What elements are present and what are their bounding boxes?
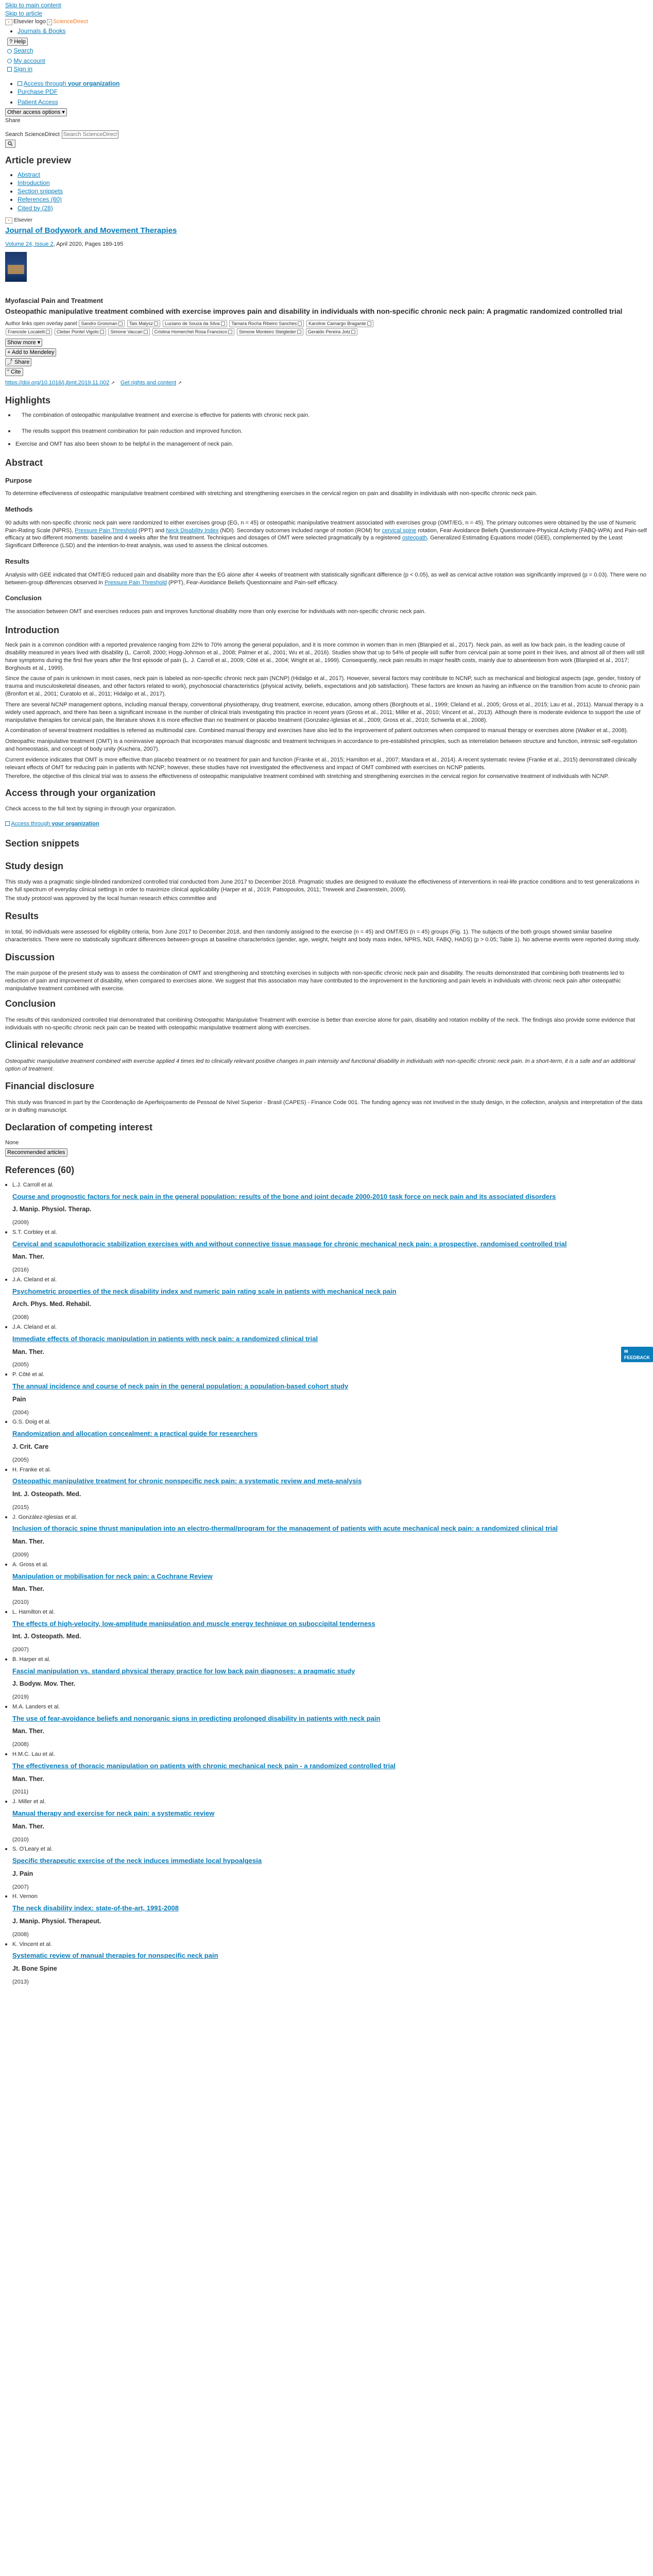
reference-item — [12, 1275, 648, 1321]
access-through-org-link[interactable] — [24, 80, 120, 87]
reference-authors: • J.A. Cleland et al. — [12, 1277, 57, 1283]
external-link-icon: ↗ — [178, 380, 182, 385]
methods-heading: Methods — [5, 505, 33, 514]
study-design-text: This study was a pragmatic single-blinded randomized controlled trial conducted from June 2017 to December 2018. Pragmatic studies are designed to evaluate the effectiveness of interventions in real-life practice conditions and to test generalizations in the full spectrum of everyday clinical settings in order to maximize clinical applicability (Harper et al., 2019; Patsopoulos, 2011; Treweek and Zwarenstein, 2009). — [5, 879, 640, 893]
pressure-pain-threshold-link[interactable]: Pressure Pain Threshold — [105, 579, 167, 586]
reference-authors: • S. O'Leary et al. — [12, 1846, 53, 1853]
elsevier-publisher-logo-icon[interactable]: ▪ — [5, 217, 12, 224]
methods-text-c: (NDI). Secondary outcomes included range of motion (ROM) for — [218, 527, 382, 534]
reference-item — [12, 1513, 648, 1559]
reference-journal: Int. J. Osteopath. Med. — [12, 1633, 81, 1640]
reference-year: (2019) — [12, 1694, 29, 1701]
methods-text-d: rotation, Fear-Avoidance Beliefs Questionnaire-Physical Activity (FABQ-WPA) and Pain-self efficacy at two different moments: baseline and 4 weeks after the first treatment. Techniques and dosages of OMT were selected pragmatically by a registered — [5, 527, 647, 541]
reference-title-link[interactable]: Immediate effects of thoracic manipulation in patients with neck pain: a randomized clinical trial — [12, 1335, 318, 1343]
reference-year: (2013) — [12, 1978, 29, 1985]
search-input[interactable] — [62, 130, 118, 139]
reference-authors: • S.T. Corbley et al. — [12, 1229, 57, 1235]
reference-year: (2015) — [12, 1504, 29, 1511]
author-name: Geraldo Pereira Jotz — [307, 329, 351, 334]
methods-text-a: 90 adults with non-specific chronic neck pain were randomized to either exercises group (EG, n = 45) or osteopathic manipulative treatment associated with exercises group (OMT/EG, n = 45). The primary outcomes were obtained by the use of Numeric Pain-Rating Scale (NPRS), — [5, 519, 637, 534]
reference-authors: • M.A. Landers et al. — [12, 1704, 60, 1710]
section-snippets-heading: Section snippets — [5, 838, 80, 849]
outline-item-abstract[interactable]: Abstract — [18, 171, 41, 178]
your-org-label: your organization — [51, 820, 99, 827]
reference-year: (2007) — [12, 1647, 29, 1653]
intro-paragraph: Neck pain is a common condition with a reported prevalence ranging from 22% to 70% among the general population, and it is more common in women than in men (Blanpied et al., 2017). Neck pain, as well as low back pain, is the leading cause of disability measured in years lived with disability (L. Carroll, 2000; Hogg-Johnson et al., 2008; Palmer et al., 2001; Wu et al., 2016). Studies show that up to 54% of people will suffer from cervical pain at some point in their lives, and almost all of them will still have symptoms during the first five years after the first episode of pain (L. J. Carroll et al., 2009; Côté et al., 2004; Wright et al., 1999). Consequently, neck pain results in major health costs, mainly due to absenteeism from work (Blanpied et al., 2017; Borghouts et al., 1999). — [5, 642, 645, 671]
author-profile-icon — [367, 321, 371, 326]
reference-journal: Jt. Bone Spine — [12, 1964, 57, 1972]
search-label: Search ScienceDirect — [5, 131, 60, 138]
reference-item — [12, 1892, 648, 1938]
chevron-down-icon: ▾ — [62, 109, 65, 115]
volume-issue-link[interactable]: Volume 24, Issue 2 — [5, 241, 54, 247]
sign-in-link[interactable]: Sign in — [13, 65, 33, 73]
journal-cover-image[interactable] — [5, 252, 27, 282]
snippet-results-text: In total, 90 individuals were assessed for eligibility criteria, from June 2017 to December 2018, and then randomly assigned to the exercise (n = 45) and OMT/EG (n = 45) groups (Fig. 1). The subjects of the both groups showed similar baseline characteristics. There were no statistically significant differences between-groups at baseline characteristics (gender, age, weight, height and body mass index, NPRS, NDI, FABQ, HADS) (p > 0.05; Table 1). No adverse events were reported during study. — [5, 928, 640, 943]
reference-journal: J. Crit. Care — [12, 1443, 49, 1450]
author-name: Tais Malysz — [129, 320, 153, 326]
conclusion-heading: Conclusion — [5, 594, 42, 602]
intro-paragraph: Therefore, the objective of this clinical trial was to assess the effectiveness of osteopathic manipulative treatment combined with stretching and strengthening exercises in the cervical region for conservative treatment of individuals with NCNP. — [5, 773, 609, 779]
intro-paragraph: There are several NCNP management options, including manual therapy, conventional physiotherapy, drug treatment, exercise, education, among others (Borghouts et al., 1999; Cleland et al., 2005; Gross et al., 2015; Lau et al., 2011). Manual therapy is a widely used approach, and there has been a significant increase in the number of clinical trials investigating this practice in recent years (Gross et al., 2011; Miller et al., 2010; Vincent et al., 2013). Although there is moderate evidence to support the use of manipulative therapies for cervical pain, the literature shows it is more effective than no treatment or placebo treatment (Gonzalez-Iglesias et al., 2009; Gross et al., 2010; Schwerla et al., 2008). — [5, 701, 644, 723]
institution-access-icon — [18, 81, 22, 86]
reference-authors: • G.S. Doig et al. — [12, 1419, 51, 1426]
reference-year: (2009) — [12, 1219, 29, 1226]
author-name: Karoline Camargo Bragante — [308, 320, 366, 326]
study-design-heading: Study design — [5, 860, 64, 871]
snippet-conclusion-text: The results of this randomized controlled trial demonstrated that combining Osteopathic Manipulative Treatment with exercise is better than exercise alone for pain, disability and rotation mobility of the neck. The findings also provide some evidence that individuals with no-specific chronic neck pain can be treated with osteopathic manipulative treatment along with exercises. — [5, 1016, 635, 1031]
reference-year: (2008) — [12, 1931, 29, 1938]
intro-paragraph: Osteopathic manipulative treatment (OMT) is a noninvasive approach that incorporates manual diagnostic and treatment techniques in accordance to pre-established principles, such as interrelation between structure and function, intrinsic self-regulation and homeostasis, and concept of body unity (Kuchera, 2007). — [5, 738, 638, 753]
reference-title-link[interactable]: The neck disability index: state-of-the-art, 1991-2008 — [12, 1904, 179, 1912]
add-mendeley-label: Add to Mendeley — [11, 349, 55, 355]
author-chip[interactable] — [229, 320, 304, 327]
reference-item — [12, 1417, 648, 1464]
study-design-text-2: The study protocol was approved by the local human research ethics committee and — [5, 895, 217, 902]
reference-year: (2005) — [12, 1362, 29, 1368]
reference-item — [12, 1180, 648, 1227]
patient-access-link[interactable]: Patient Access — [18, 98, 58, 106]
access-through-label: Access through — [11, 820, 52, 827]
neck-disability-index-link[interactable]: Neck Disability Index — [166, 527, 219, 534]
discussion-text: The main purpose of the present study was to assess the combination of OMT and strengthening and stretching exercises in subjects with non-specific chronic neck pain and disability. The results demonstrated that combining both treatments led to reduction of pain and improvement of disability, when compared to exercises alone. We suggest that this association may have contributed to the improvement in the functioning and pain levels in individuals with chronic neck pain after osteopathic manipulative treatment combined with exercise. — [5, 970, 625, 992]
author-profile-icon — [351, 330, 355, 334]
issue-info: , April 2020, Pages 189-195 — [53, 241, 124, 247]
reference-year: (2016) — [12, 1267, 29, 1274]
reference-journal: Pain — [12, 1395, 26, 1403]
author-profile-icon — [297, 330, 301, 334]
highlights-list — [5, 411, 648, 448]
access-text: Check access to the full text by signing in through your organization. — [5, 805, 177, 812]
reference-item — [12, 1655, 648, 1701]
reference-journal: Man. Ther. — [12, 1253, 44, 1261]
author-name: Tamara Rocha Ribeiro Sanches — [231, 320, 297, 326]
other-access-label: Other access options — [7, 109, 61, 115]
methods-text-e: . Generalized Estimating Equations model (GEE), complemented by the Least Significant Difference (LSD) and the intention-to-treat analysis, was used to assess the clinical outcomes. — [5, 535, 623, 549]
snippet-conclusion-heading: Conclusion — [5, 998, 56, 1009]
reference-journal: Man. Ther. — [12, 1775, 44, 1783]
cite-label: Cite — [10, 368, 21, 375]
rights-content-link[interactable]: Get rights and content — [120, 379, 177, 386]
author-name: Simone Vaccari — [110, 329, 143, 334]
cite-button[interactable] — [5, 368, 23, 376]
feedback-label: FEEDBACK — [624, 1355, 650, 1361]
reference-title-link[interactable]: Fascial manipulation vs. standard physical therapy practice for low back pain diagnoses: a pragmatic study — [12, 1667, 355, 1675]
reference-item — [12, 1323, 648, 1369]
reference-year: (2008) — [12, 1314, 29, 1321]
outline-list — [5, 171, 648, 212]
reference-title-link[interactable]: Systematic review of manual therapies for nonspecific neck pain — [12, 1952, 218, 1960]
my-account-link[interactable]: My account — [13, 57, 45, 64]
reference-year: (2009) — [12, 1551, 29, 1558]
reference-year: (2005) — [12, 1456, 29, 1463]
reference-year: (2010) — [12, 1836, 29, 1843]
share-text: Share — [5, 117, 21, 124]
account-icon — [7, 59, 12, 63]
author-profile-icon — [46, 330, 50, 334]
competing-interest-text: None — [5, 1139, 19, 1146]
author-chip[interactable] — [6, 328, 52, 335]
access-through-org-link-body[interactable] — [11, 821, 99, 827]
author-list — [5, 319, 648, 336]
reference-authors: • J. González-Iglesias et al. — [12, 1514, 77, 1520]
reference-authors: • B. Harper et al. — [12, 1656, 50, 1663]
highlight-item: • The combination of osteopathic manipulative treatment and exercise is effective for patients with chronic neck pain. — [22, 412, 310, 418]
author-profile-icon — [228, 330, 232, 334]
reference-item — [12, 1228, 648, 1274]
feedback-icon: ✉ — [624, 1349, 628, 1354]
journals-books-link[interactable]: Journals & Books — [18, 27, 66, 35]
author-profile-icon — [144, 330, 148, 334]
reference-title-link[interactable]: Specific therapeutic exercise of the neck induces immediate local hypoalgesia — [12, 1857, 262, 1865]
reference-authors: • H. Franke et al. — [12, 1466, 51, 1473]
mendeley-icon: + — [7, 349, 11, 355]
reference-journal: J. Manip. Physiol. Therap. — [12, 1206, 92, 1213]
reference-journal: J. Manip. Physiol. Therapeut. — [12, 1917, 101, 1925]
references-heading: References (60) — [5, 1164, 75, 1175]
reference-year: (2007) — [12, 1884, 29, 1890]
methods-text-b: (PPT) and — [136, 527, 166, 534]
results-heading: Results — [5, 557, 29, 566]
purpose-text: To determine effectiveness of osteopathic manipulative treatment combined with stretching and strengthening exercises in the cervical region on pain and disability in individuals with non-specific chronic neck pain. — [5, 490, 538, 497]
article-title: Osteopathic manipulative treatment combined with exercise improves pain and disability in individuals with non-specific chronic neck pain: A pragmatic randomized controlled trial — [5, 307, 623, 315]
other-access-options-button[interactable] — [5, 108, 67, 116]
reference-year: (2004) — [12, 1409, 29, 1416]
intro-paragraph: Current evidence indicates that OMT is more effective than placebo treatment or no treatment for pain and function (Franke et al., 2015; Hamilton et al., 2007; Mandara et al., 2014). A recent systematic review (Franke et al., 2015) demonstrated clinically relevant effects of OMT for reducing pain in patients with NCNP; however, these studies have not investigated the effectiveness and impact of OMT combined with exercises on NCNP patients. — [5, 757, 637, 771]
add-to-mendeley-button[interactable] — [5, 348, 56, 357]
financial-disclosure-heading: Financial disclosure — [5, 1081, 95, 1092]
reference-item — [12, 1702, 648, 1749]
clinical-relevance-heading: Clinical relevance — [5, 1040, 84, 1050]
reference-authors: • L. Hamilton et al. — [12, 1608, 55, 1615]
reference-title-link[interactable]: The use of fear-avoidance beliefs and nonorganic signs in predicting prolonged disability in patients with neck pain — [12, 1714, 381, 1722]
sciencedirect-logo-label: ScienceDirect — [53, 19, 88, 25]
cervical-spine-link[interactable]: cervical spine — [382, 527, 417, 534]
access-heading: Access through your organization — [5, 787, 156, 798]
introduction-heading: Introduction — [5, 624, 59, 635]
author-profile-icon — [100, 330, 104, 334]
highlight-item: • The results support this treatment combination for pain reduction and improved function. — [22, 428, 243, 434]
reference-title-link[interactable]: The effects of high-velocity, low-amplitude manipulation and muscle energy technique on suboccipital tenderness — [12, 1619, 375, 1628]
clinical-relevance-text: Osteopathic manipulative treatment combined with exercise applied 4 times led to clinically relevant positive changes in pain intensity and functional disability in individuals with non-specific chronic neck pain. In a short-term, it is a safe and an additional option of treatment. — [5, 1058, 635, 1072]
author-links-intro: Author links open overlay panel — [5, 320, 77, 327]
author-chip[interactable] — [108, 328, 149, 335]
access-through-label: Access through — [23, 79, 68, 87]
financial-disclosure-text: This study was financed in part by the Coordenação de Aperfeiçoamento de Pessoal de Nível Superior - Brasil (CAPES) - Finance Code 001. The funding agency was not involved in the study design, in the collection, analysis and interpretation of the data or in drafting manuscript. — [5, 1099, 643, 1113]
reference-journal: Man. Ther. — [12, 1727, 44, 1735]
intro-paragraph: A combination of several treatment modalities is referred as multimodal care. Combined manual therapy and exercises have also led to the improvement of patient outcomes when compared to manual therapy or exercises alone (Walker et al., 2008). — [5, 727, 628, 734]
author-name: Francisle Locatelli — [8, 329, 45, 334]
institution-icon — [7, 67, 12, 72]
author-profile-icon — [154, 321, 158, 326]
show-more-label: Show more — [7, 339, 36, 346]
help-button[interactable] — [7, 38, 28, 46]
skip-to-main-link[interactable]: Skip to main content — [5, 2, 61, 9]
results-text — [5, 571, 648, 587]
reference-authors: • P. Côté et al. — [12, 1371, 45, 1378]
author-name: Simone Monteiro Steigleder — [238, 329, 297, 334]
help-label: Help — [14, 39, 26, 45]
skip-to-article-link[interactable]: Skip to article — [5, 10, 43, 18]
reference-year: (2008) — [12, 1741, 29, 1748]
author-profile-icon — [221, 321, 225, 326]
reference-title-link[interactable]: Psychometric properties of the neck disability index and numeric pain rating scale in patients with mechanical neck pain — [12, 1287, 397, 1295]
snippet-results-heading: Results — [5, 910, 39, 921]
reference-title-link[interactable]: Manual therapy and exercise for neck pain: a systematic review — [12, 1809, 215, 1818]
institution-access-icon — [5, 821, 10, 826]
article-category: Myofascial Pain and Treatment — [5, 297, 104, 305]
reference-item — [12, 1560, 648, 1606]
quote-icon: " — [7, 368, 9, 375]
reference-item — [12, 1797, 648, 1843]
elsevier-logo-label: Elsevier logo — [13, 19, 46, 25]
outline-item-introduction[interactable]: Introduction — [18, 179, 50, 187]
osteopath-link[interactable]: osteopath — [402, 535, 427, 541]
outline-item-cited-by[interactable]: Cited by (28) — [18, 204, 53, 212]
reference-journal: Man. Ther. — [12, 1585, 44, 1593]
results-text-a: Analysis with GEE indicated that OMT/EG reduced pain and disability more than the EG alone after 4 weeks of treatment with statistically significant difference (p < 0.05), as well as cervical active rotation was significantly improved (p = 0.03). There were no between-group differences observed in — [5, 571, 647, 586]
intro-paragraph: Since the cause of pain is unknown in most cases, neck pain is labeled as non-specific chronic neck pain (NCNP) (Hidalgo et al., 2017). However, several factors may contribute to NCNP, such as mechanical and biological aspects (age, gender, history of trauma and musculoskeletal diseases, and other factors related to work), psychosocial characteristics (physical activity, beliefs, expectations and job satisfaction). These factors are known as having an influence on the transition from acute to chronic pain (Bronfort et al., 2001; Curatolo et al., 2011; Hidalgo et al., 2017). — [5, 675, 641, 698]
article-preview-heading: Article preview — [5, 155, 72, 165]
reference-title-link[interactable]: The annual incidence and course of neck pain in the general population: a population-based cohort study — [12, 1382, 349, 1391]
reference-title-link[interactable]: The effectiveness of thoracic manipulation on patients with chronic mechanical neck pain - a randomized controlled trial — [12, 1762, 396, 1770]
reference-item — [12, 1465, 648, 1512]
discussion-heading: Discussion — [5, 952, 55, 962]
reference-authors: • H.M.C. Lau et al. — [12, 1751, 55, 1758]
author-chip[interactable] — [152, 328, 235, 335]
purchase-pdf-link[interactable]: Purchase PDF — [18, 88, 58, 96]
author-chip[interactable] — [55, 328, 106, 335]
sciencedirect-logo-icon[interactable]: ▪ — [47, 19, 52, 25]
reference-year: (2011) — [12, 1789, 28, 1795]
author-name: Luciano de Souza da Silva — [164, 320, 220, 326]
publisher-label: Elsevier — [14, 217, 32, 223]
highlight-item: • Exercise and OMT has also been shown to be helpful in the management of neck pain. — [15, 440, 233, 447]
outline-item-references[interactable]: References (60) — [18, 196, 62, 204]
author-chip[interactable] — [163, 320, 227, 327]
show-more-button[interactable] — [5, 338, 42, 347]
search-nav-link[interactable]: Search — [13, 47, 33, 55]
reference-authors: • L.J. Carroll et al. — [12, 1181, 54, 1188]
recommended-articles-button[interactable]: Recommended articles — [5, 1148, 67, 1157]
reference-journal: Int. J. Osteopath. Med. — [12, 1490, 81, 1498]
reference-title-link[interactable]: Cervical and scapulothoracic stabilization exercises with and without connective tissue massage for chronic mechanical neck pain: a prospective, randomised controlled trial — [12, 1240, 567, 1248]
author-profile-icon — [298, 321, 302, 326]
reference-title-link[interactable]: Manipulation or mobilisation for neck pain: a Cochrane Review — [12, 1572, 213, 1580]
share-button[interactable] — [5, 358, 31, 366]
chevron-down-icon: ▾ — [37, 339, 41, 346]
author-chip[interactable] — [79, 320, 125, 327]
share-label: Share — [14, 359, 30, 365]
author-name: Cleber Pontel Vigolo — [56, 329, 99, 334]
competing-interest-heading: Declaration of competing interest — [5, 1122, 153, 1133]
reference-item — [12, 1844, 648, 1891]
doi-link[interactable]: https://doi.org/10.1016/j.jbmt.2019.11.002 — [5, 379, 110, 386]
reference-journal: Man. Ther. — [12, 1538, 44, 1545]
abstract-heading: Abstract — [5, 457, 43, 468]
reference-title-link[interactable]: Inclusion of thoracic spine thrust manipulation into an electro-thermal/program for the management of patients with acute mechanical neck pain: a randomized clinical trial — [12, 1524, 558, 1533]
search-submit-button[interactable] — [5, 140, 15, 148]
search-nav-icon[interactable] — [7, 49, 12, 54]
elsevier-logo-icon[interactable]: ▪ — [5, 19, 12, 25]
reference-journal: Man. Ther. — [12, 1348, 44, 1355]
author-name: Cristina Homerchel Rosa Francisco — [154, 329, 228, 334]
reference-authors: • H. Vernon — [12, 1893, 38, 1900]
reference-title-link[interactable]: Randomization and allocation concealment: a practical guide for researchers — [12, 1430, 258, 1438]
reference-journal: J. Bodyw. Mov. Ther. — [12, 1680, 76, 1688]
author-chip[interactable] — [306, 320, 373, 327]
reference-journal: Arch. Phys. Med. Rehabil. — [12, 1300, 91, 1308]
highlights-heading: Highlights — [5, 395, 50, 405]
reference-authors: • J.A. Cleland et al. — [12, 1324, 57, 1331]
reference-item — [12, 1940, 648, 1986]
author-chip[interactable] — [237, 328, 303, 335]
methods-text — [5, 519, 648, 550]
reference-item — [12, 1607, 648, 1654]
reference-authors: • K. Vincent et al. — [12, 1941, 52, 1947]
author-profile-icon — [118, 321, 123, 326]
author-chip[interactable] — [306, 328, 358, 335]
reference-item — [12, 1370, 648, 1416]
outline-item-section-snippets[interactable]: Section snippets — [18, 188, 63, 195]
your-org-label: your organization — [67, 79, 120, 87]
reference-journal: Man. Ther. — [12, 1822, 44, 1830]
external-link-icon: ↗ — [111, 380, 115, 385]
feedback-button[interactable] — [621, 1347, 653, 1362]
search-icon — [8, 141, 13, 146]
journal-name-link[interactable]: Journal of Bodywork and Movement Therapies — [5, 226, 177, 235]
reference-authors: • A. Gross et al. — [12, 1561, 48, 1568]
reference-title-link[interactable]: Course and prognostic factors for neck pain in the general population: results of the bone and joint decade 2000-2010 task force on neck pain and its associated disorders — [12, 1192, 556, 1200]
share-icon: ⤴ — [7, 359, 13, 365]
help-icon: ? — [9, 39, 13, 45]
conclusion-text: The association between OMT and exercises reduces pain and improves functional disability more than only exercise for individuals with non-specific chronic neck pain. — [5, 608, 426, 615]
results-text-b: (PPT), Fear-Avoidance Beliefs Questionnaire and Pain-self efficacy. — [166, 579, 338, 586]
references-list — [5, 1180, 648, 1986]
author-chip[interactable] — [127, 320, 161, 327]
reference-journal: J. Pain — [12, 1870, 33, 1877]
author-name: Sandro Groisman — [81, 320, 117, 326]
reference-year: (2010) — [12, 1599, 29, 1605]
pressure-pain-threshold-link[interactable]: Pressure Pain Threshold — [75, 527, 137, 534]
purpose-heading: Purpose — [5, 476, 32, 484]
reference-item — [12, 1750, 648, 1796]
reference-authors: • J. Miller et al. — [12, 1799, 46, 1805]
reference-title-link[interactable]: Osteopathic manipulative treatment for chronic nonspecific neck pain: a systematic review and meta-analysis — [12, 1477, 362, 1485]
